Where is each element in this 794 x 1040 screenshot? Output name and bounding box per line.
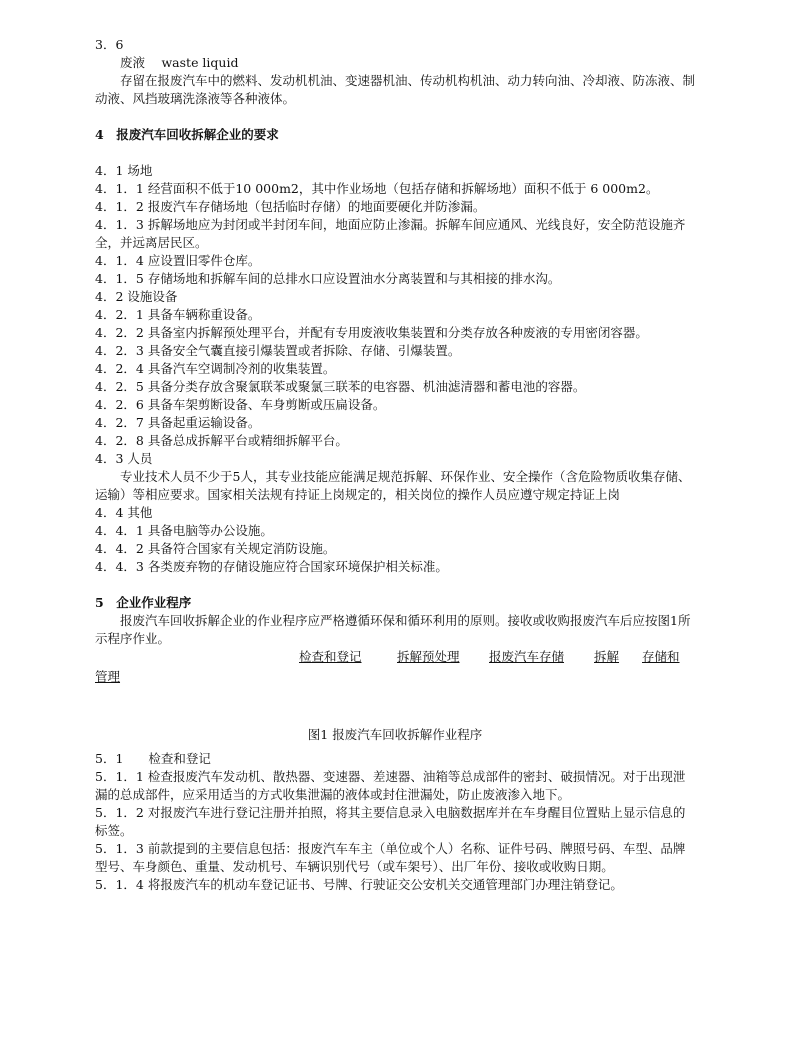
clause: 4．4．2 具备符合国家有关规定消防设施。 xyxy=(95,541,336,556)
paragraph: 报废汽车回收拆解企业的作业程序应严格遵循环保和循环利用的原则。接收或收购报废汽车后应按图1所示程序作业。 xyxy=(95,613,691,646)
clause: 5．1．1 检查报废汽车发动机、散热器、变速器、差速器、油箱等总成部件的密封、破损情况。对于出现泄漏的总成部件，应采用适当的方式收集泄漏的液体或封住泄漏处，防止废液渗入地下。 xyxy=(95,769,686,802)
flow-step: 拆解 xyxy=(594,649,620,664)
flow-steps xyxy=(95,648,695,668)
clause: 4．2．3 具备安全气囊直接引爆装置或者拆除、存储、引爆装置。 xyxy=(95,343,461,358)
clause: 4．2．1 具备车辆称重设备。 xyxy=(95,307,261,322)
subsection-heading: 4．4 其他 xyxy=(95,505,153,520)
clause: 5．1．3 前款提到的主要信息包括：报废汽车车主（单位或个人）名称、证件号码、牌照号码、车型、品牌型号、车身颜色、重量、发动机号、车辆识别代号（或车架号）、出厂年份、接收或收购日期。 xyxy=(95,841,686,874)
clause: 4．4．1 具备电脑等办公设施。 xyxy=(95,523,273,538)
clause: 4．4．3 各类废弃物的存储设施应符合国家环境保护相关标准。 xyxy=(95,559,448,574)
clause: 4．1．5 存储场地和拆解车间的总排水口应设置油水分离装置和与其相接的排水沟。 xyxy=(95,271,561,286)
clause: 4．2．8 具备总成拆解平台或精细拆解平台。 xyxy=(95,433,348,448)
clause: 4．1．1 经营面积不低于10 000m2，其中作业场地（包括存储和拆解场地）面积不低于 6 000m2。 xyxy=(95,181,659,196)
section-number: 3．6 xyxy=(95,37,124,52)
clause: 5．1．2 对报废汽车进行登记注册并拍照，将其主要信息录入电脑数据库并在车身醒目位置贴上显示信息的标签。 xyxy=(95,805,686,838)
clause: 4．2．7 具备起重运输设备。 xyxy=(95,415,261,430)
clause: 4．1．2 报废汽车存储场地（包括临时存储）的地面要硬化并防渗漏。 xyxy=(95,199,486,214)
flow-step: 检查和登记 xyxy=(299,649,362,664)
clause: 4．2．5 具备分类存放含聚氯联苯或聚氯三联苯的电容器、机油滤清器和蓄电池的容器。 xyxy=(95,379,586,394)
clause: 4．1．3 拆解场地应为封闭或半封闭车间，地面应防止渗漏。拆解车间应通风、光线良好，安全防范设施齐全，并远离居民区。 xyxy=(95,217,686,250)
subsection-heading: 4．1 场地 xyxy=(95,163,153,178)
clause: 4．1．4 应设置旧零件仓库。 xyxy=(95,253,261,268)
clause: 4．2．6 具备车架剪断设备、车身剪断或压扁设备。 xyxy=(95,397,386,412)
term-title: 废液 waste liquid xyxy=(120,55,239,70)
clause: 4．2．4 具备汽车空调制冷剂的收集装置。 xyxy=(95,361,336,376)
clause: 4．2．2 具备室内拆解预处理平台，并配有专用废液收集装置和分类存放各种废液的专用密闭容器。 xyxy=(95,325,648,340)
figure-caption: 图1 报废汽车回收拆解作业程序 xyxy=(307,727,483,742)
document-page xyxy=(95,36,695,894)
flow-step-tail: 管理 xyxy=(95,669,121,684)
paragraph: 专业技术人员不少于5人，其专业技能应能满足规范拆解、环保作业、安全操作（含危险物质收集存储、运输）等相应要求。国家相关法规有持证上岗规定的，相关岗位的操作人员应遵守规定持证上岗 xyxy=(95,469,691,502)
section-heading-4: 4 报废汽车回收拆解企业的要求 xyxy=(95,127,279,142)
section-heading-5: 5 企业作业程序 xyxy=(95,595,192,610)
term-definition: 存留在报废汽车中的燃料、发动机机油、变速器机油、传动机构机油、动力转向油、冷却液、防冻液、制动液、风挡玻璃洗涤液等各种液体。 xyxy=(95,73,696,106)
flow-step: 拆解预处理 xyxy=(397,649,460,664)
subsection-heading: 4．2 设施设备 xyxy=(95,289,178,304)
flow-step: 存储和 xyxy=(642,649,680,664)
subsection-heading: 4．3 人员 xyxy=(95,451,153,466)
subsection-heading: 5．1 检查和登记 xyxy=(95,751,211,766)
clause: 5．1．4 将报废汽车的机动车登记证书、号牌、行驶证交公安机关交通管理部门办理注销登记。 xyxy=(95,877,623,892)
flow-step: 报废汽车存储 xyxy=(489,649,565,664)
